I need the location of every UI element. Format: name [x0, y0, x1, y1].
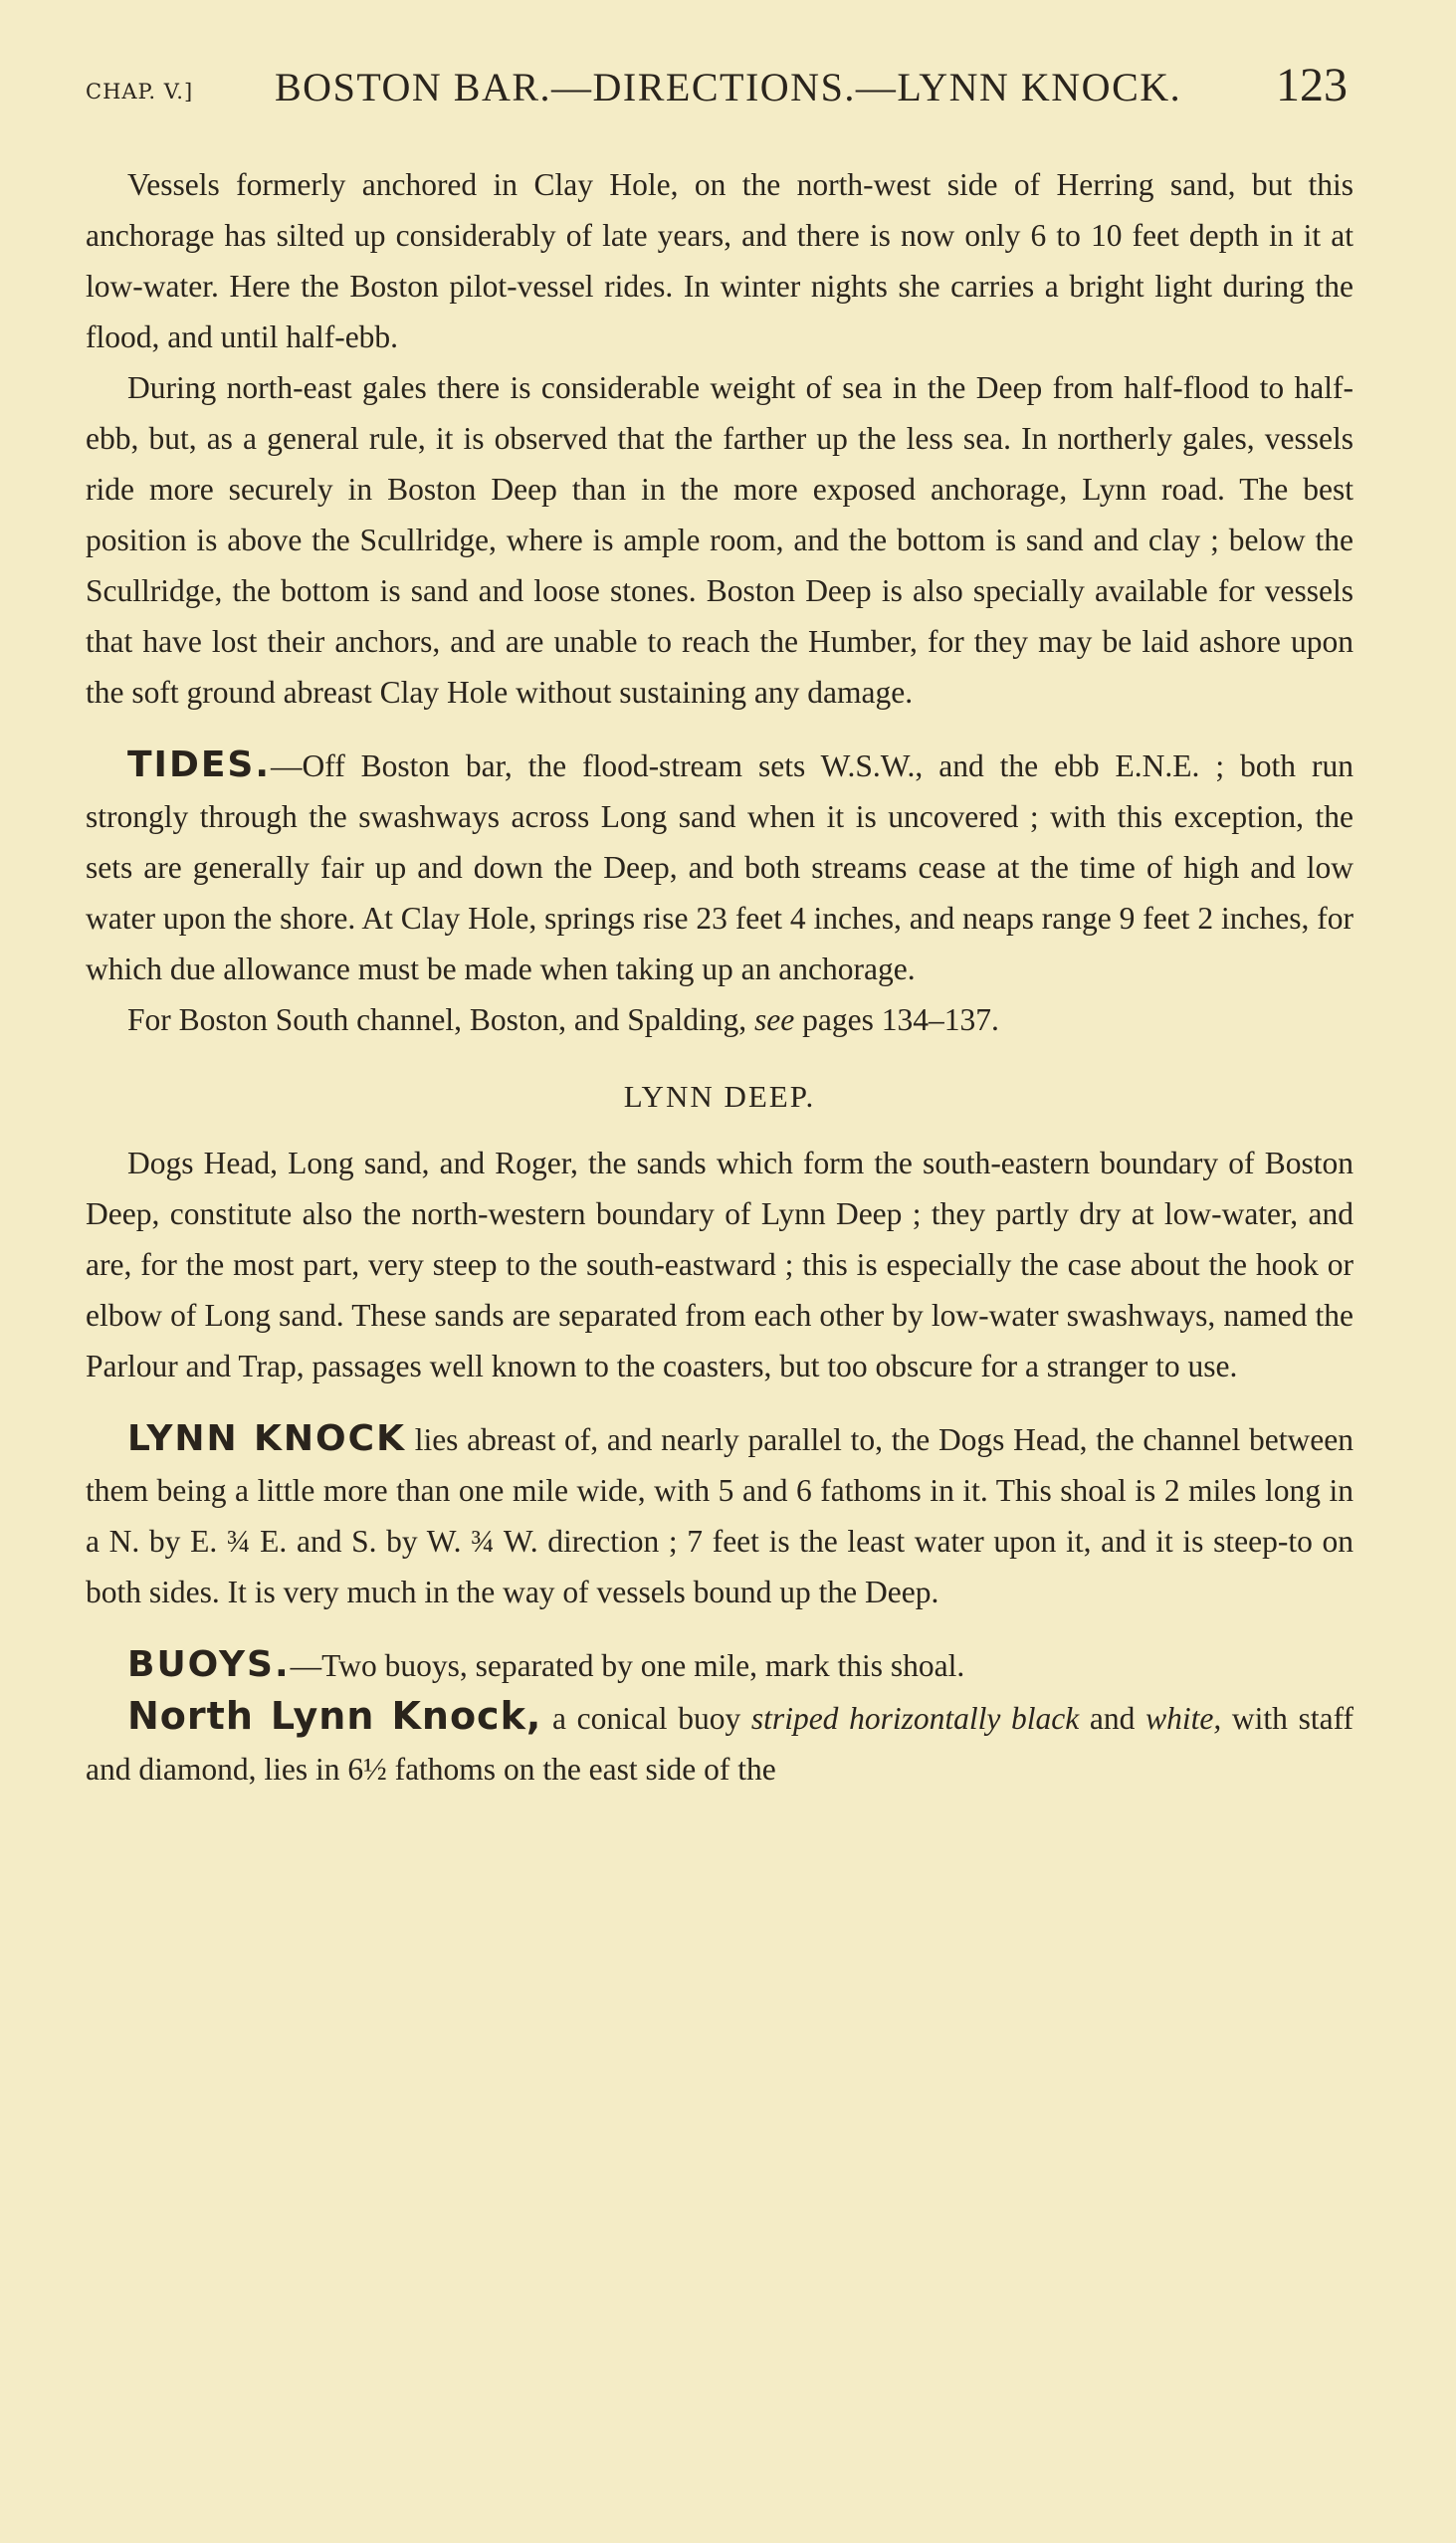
tides-body: —Off Boston bar, the flood-stream sets W.S.W., and the ebb E.N.E. ; both run strongly through the swashways across Long sand when it is uncovered ; with this exception, the sets are generally fair up and down the Deep, and both streams cease at the time of high and low water upon the shore. At Clay Hole, springs rise 23 feet 4 inches, and neaps range 9 feet 2 inches, for which due allowance must be made when taking up an anchorage.: [86, 748, 1353, 986]
running-head: [86, 58, 1348, 117]
north-lynn-knock-heading: North Lynn Knock,: [127, 1694, 542, 1738]
buoys-heading: BUOYS.: [127, 1644, 291, 1685]
page-number: 123: [1276, 59, 1348, 111]
paragraph-north-east-gales: During north-east gales there is considerable weight of sea in the Deep from half-flood to half-ebb, but, as a general rule, it is observed that the farther up the less sea. In northerly gales, vessels ride more securely in Boston Deep than in the more exposed anchorage, Lynn road. The best position is above the Scullridge, where is ample room, and the bottom is sand and clay ; below the Scullridge, the bottom is sand and loose stones. Boston Deep is also specially available for vessels that have lost their anchors, and are unable to reach the Humber, for they may be laid ashore upon the soft ground abreast Clay Hole without sustaining any damage.: [86, 370, 1353, 710]
body-text: [86, 159, 1353, 1795]
paragraph-lynn-knock: [86, 1413, 1353, 1617]
tides-heading: TIDES.: [127, 744, 272, 785]
lynn-knock-body: lies abreast of, and nearly parallel to, the Dogs Head, the channel between them being a little more than one mile wide, with 5 and 6 fathoms in it. This shoal is 2 miles long in a N. by E. ¾ E. and S. by W. ¾ W. direction ; 7 feet is the least water upon it, and it is steep-to on both sides. It is very much in the way of vessels bound up the Deep.: [86, 1422, 1354, 1609]
south-channel-text-b: pages 134–137.: [794, 1002, 999, 1037]
paragraph-tides: [86, 740, 1353, 994]
north-and: and: [1079, 1701, 1146, 1736]
north-italic-striped: striped horizontally black: [750, 1701, 1080, 1736]
paragraph-lynn-deep: Dogs Head, Long sand, and Roger, the sands which form the south-eastern boundary of Boston Deep, constitute also the north-western boundary of Lynn Deep ; they partly dry at low-water, and are, for the most part, very steep to the south-eastward ; this is especially the case about the hook or elbow of Long sand. These sands are separated from each other by low-water swashways, named the Parlour and Trap, passages well known to the coasters, but too obscure for a stranger to use.: [86, 1146, 1353, 1383]
north-text-a: a conical buoy: [541, 1701, 751, 1736]
lynn-knock-heading: LYNN KNOCK: [127, 1418, 406, 1459]
paragraph-boston-south-channel: [86, 994, 1353, 1045]
running-title: BOSTON BAR.—DIRECTIONS.—LYNN KNOCK.: [275, 65, 1182, 109]
paragraph-buoys: [86, 1639, 1353, 1691]
north-text-b: with staff and diamond, lies in 6½ fathoms on the east side of the: [86, 1701, 1353, 1787]
see-reference: see: [754, 1002, 795, 1037]
south-channel-text-a: For Boston South channel, Boston, and Spalding,: [127, 1002, 754, 1037]
lynn-deep-heading: LYNN DEEP.: [623, 1079, 816, 1114]
buoys-body: —Two buoys, separated by one mile, mark this shoal.: [290, 1648, 965, 1683]
north-italic-white: white,: [1145, 1701, 1222, 1736]
chapter-label: CHAP. V.]: [86, 80, 194, 104]
paragraph-north-lynn-knock: [86, 1691, 1353, 1795]
paragraph-clay-hole: Vessels formerly anchored in Clay Hole, on the north-west side of Herring sand, but this anchorage has silted up considerably of late years, and there is now only 6 to 10 feet depth in it at low-water. Here the Boston pilot-vessel rides. In winter nights she carries a bright light during the flood, and until half-ebb.: [86, 167, 1353, 354]
